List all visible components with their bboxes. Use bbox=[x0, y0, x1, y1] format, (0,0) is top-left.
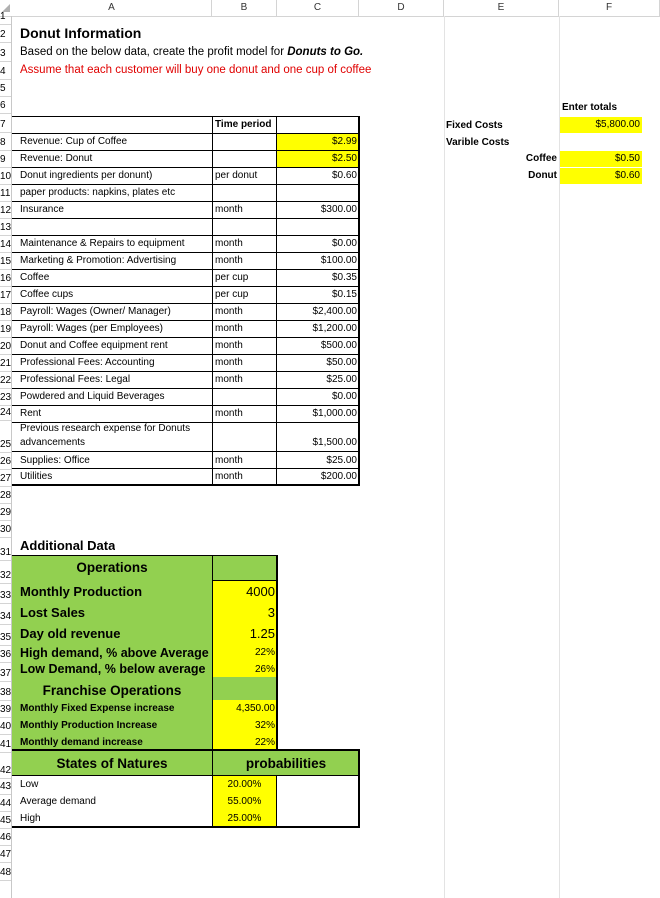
column-header-d[interactable]: D bbox=[359, 0, 444, 16]
row-divider bbox=[0, 880, 11, 881]
row-number[interactable]: 26 bbox=[0, 456, 12, 467]
row-number[interactable]: 35 bbox=[0, 632, 12, 643]
row-divider bbox=[0, 828, 11, 829]
item-period: month bbox=[215, 340, 243, 351]
row-divider bbox=[0, 469, 11, 470]
item-period bbox=[215, 151, 275, 167]
item-value[interactable]: $2.99 bbox=[277, 134, 359, 150]
row-number[interactable]: 34 bbox=[0, 611, 12, 622]
panel-border bbox=[276, 775, 277, 827]
row-divider bbox=[0, 537, 11, 538]
row-number[interactable]: 20 bbox=[0, 341, 12, 352]
column-header-f[interactable]: F bbox=[559, 0, 660, 16]
panel-border bbox=[212, 580, 277, 581]
franchise-value[interactable]: 22% bbox=[254, 737, 275, 748]
table-border bbox=[12, 484, 359, 486]
franchise-label: Monthly Production Increase bbox=[20, 720, 158, 731]
franchise-header: Franchise Operations bbox=[42, 683, 182, 698]
row-number[interactable]: 11 bbox=[0, 188, 11, 199]
item-label: Utilities bbox=[20, 471, 53, 482]
donut-var-cost[interactable]: $0.60 bbox=[560, 168, 642, 184]
row-divider bbox=[0, 560, 11, 561]
item-value[interactable]: $500.00 bbox=[320, 340, 357, 351]
row-divider bbox=[0, 201, 11, 202]
item-period bbox=[215, 219, 275, 235]
item-period bbox=[215, 185, 275, 201]
variable-costs-label: Varible Costs bbox=[446, 137, 510, 148]
operations-value[interactable]: 1.25 bbox=[249, 626, 275, 641]
franchise-label: Monthly Fixed Expense increase bbox=[20, 703, 175, 714]
row-number[interactable]: 4 bbox=[0, 66, 6, 77]
instruction-text: Based on the below data, create the profit model for bbox=[20, 46, 288, 58]
row-number[interactable]: 38 bbox=[0, 687, 12, 698]
row-number[interactable]: 45 bbox=[0, 815, 12, 826]
row-divider bbox=[0, 583, 11, 584]
instruction-line bbox=[20, 45, 363, 59]
item-period: month bbox=[215, 238, 243, 249]
row-number[interactable]: 9 bbox=[0, 154, 6, 165]
item-label: Payroll: Wages (Owner/ Manager) bbox=[20, 306, 171, 317]
row-divider bbox=[0, 113, 11, 114]
row-divider bbox=[0, 79, 11, 80]
column-header-e[interactable]: E bbox=[444, 0, 559, 16]
row-divider bbox=[0, 794, 11, 795]
item-period: month bbox=[215, 323, 243, 334]
row-number[interactable]: 7 bbox=[0, 119, 6, 130]
row-number[interactable]: 39 bbox=[0, 704, 12, 715]
operations-value[interactable]: 3 bbox=[267, 605, 275, 620]
coffee-var-label: Coffee bbox=[525, 153, 557, 164]
panel-border bbox=[12, 775, 360, 776]
row-divider bbox=[0, 503, 11, 504]
item-label: Supplies: Office bbox=[20, 455, 90, 466]
row-divider bbox=[0, 645, 11, 646]
states-header: States of Natures bbox=[56, 756, 168, 771]
item-period: per cup bbox=[215, 289, 249, 300]
operations-header: Operations bbox=[76, 560, 148, 575]
item-period: per cup bbox=[215, 272, 249, 283]
instruction-emphasis: Donuts to Go. bbox=[287, 46, 364, 58]
row-divider bbox=[0, 150, 11, 151]
column-header-c[interactable]: C bbox=[277, 0, 359, 16]
state-probability[interactable]: 55.00% bbox=[227, 796, 262, 807]
operations-label: High demand, % above Average bbox=[20, 646, 209, 660]
item-label: Revenue: Donut bbox=[20, 153, 93, 164]
row-divider bbox=[0, 252, 11, 253]
fixed-costs-label: Fixed Costs bbox=[446, 120, 503, 131]
item-value[interactable]: $0.60 bbox=[331, 170, 357, 181]
panel-border bbox=[12, 555, 278, 556]
row-number[interactable]: 37 bbox=[0, 668, 12, 679]
row-number[interactable]: 1 bbox=[0, 11, 6, 22]
row-number[interactable]: 27 bbox=[0, 473, 12, 484]
item-value[interactable]: $50.00 bbox=[326, 357, 357, 368]
panel-border bbox=[358, 750, 360, 828]
row-divider bbox=[0, 320, 11, 321]
item-period: month bbox=[215, 455, 243, 466]
table-row-divider bbox=[12, 451, 359, 452]
table-border bbox=[12, 116, 359, 117]
row-number[interactable]: 31 bbox=[0, 547, 12, 558]
row-divider bbox=[0, 286, 11, 287]
fixed-costs-total[interactable]: $5,800.00 bbox=[560, 117, 642, 133]
item-value[interactable]: $0.00 bbox=[331, 238, 357, 249]
state-label: High bbox=[20, 813, 41, 824]
item-value[interactable]: $200.00 bbox=[320, 471, 357, 482]
item-value[interactable]: $0.15 bbox=[331, 289, 357, 300]
state-probability[interactable]: 25.00% bbox=[227, 813, 262, 824]
row-number[interactable]: 8 bbox=[0, 137, 6, 148]
item-label: Insurance bbox=[20, 204, 64, 215]
row-divider bbox=[0, 452, 11, 453]
row-number[interactable]: 12 bbox=[0, 205, 12, 216]
panel-border bbox=[212, 555, 213, 750]
row-divider bbox=[0, 700, 11, 701]
operations-label: Day old revenue bbox=[20, 626, 121, 641]
row-number[interactable]: 42 bbox=[0, 765, 12, 776]
item-value[interactable]: $25.00 bbox=[326, 374, 357, 385]
column-header-b[interactable]: B bbox=[212, 0, 277, 16]
row-number[interactable]: 46 bbox=[0, 832, 12, 843]
row-number[interactable]: 2 bbox=[0, 29, 6, 40]
panel-border bbox=[276, 555, 278, 750]
row-number[interactable]: 33 bbox=[0, 590, 12, 601]
item-value[interactable]: $300.00 bbox=[320, 204, 357, 215]
item-period: month bbox=[215, 255, 243, 266]
row-number[interactable]: 15 bbox=[0, 256, 12, 267]
operations-value[interactable]: 4000 bbox=[246, 584, 275, 599]
item-period: month bbox=[215, 471, 243, 482]
item-label: Donut ingredients per donunt) bbox=[20, 170, 153, 181]
row-divider bbox=[0, 167, 11, 168]
row-divider bbox=[0, 354, 11, 355]
item-label: Coffee cups bbox=[20, 289, 74, 300]
item-label-line2: advancements bbox=[20, 437, 86, 448]
item-label: Revenue: Cup of Coffee bbox=[20, 136, 128, 147]
row-divider bbox=[0, 603, 11, 604]
item-label: Professional Fees: Accounting bbox=[20, 357, 155, 368]
row-divider bbox=[0, 520, 11, 521]
item-period: month bbox=[215, 306, 243, 317]
row-number[interactable]: 6 bbox=[0, 100, 6, 111]
state-label: Low bbox=[20, 779, 39, 790]
row-number[interactable]: 28 bbox=[0, 490, 12, 501]
assumption-line: Assume that each customer will buy one donut and one cup of coffee bbox=[20, 64, 372, 76]
time-period-header: Time period bbox=[215, 119, 272, 130]
item-label: Marketing & Promotion: Advertising bbox=[20, 255, 177, 266]
item-value[interactable]: $1,200.00 bbox=[312, 323, 357, 334]
row-number[interactable]: 41 bbox=[0, 739, 12, 750]
row-number[interactable]: 48 bbox=[0, 867, 12, 878]
row-number[interactable]: 19 bbox=[0, 324, 12, 335]
operations-label: Monthly Production bbox=[20, 584, 143, 599]
row-number[interactable]: 18 bbox=[0, 307, 12, 318]
row-number[interactable]: 30 bbox=[0, 524, 12, 535]
page-title: Donut Information bbox=[20, 25, 142, 41]
panel-border bbox=[12, 826, 360, 828]
row-number[interactable]: 40 bbox=[0, 721, 12, 732]
item-value[interactable] bbox=[277, 185, 359, 201]
item-label: Donut and Coffee equipment rent bbox=[20, 340, 168, 351]
row-number[interactable]: 21 bbox=[0, 358, 12, 369]
panel-border bbox=[212, 750, 213, 827]
item-label: Professional Fees: Legal bbox=[20, 374, 131, 385]
row-divider bbox=[0, 132, 11, 133]
row-divider bbox=[0, 862, 11, 863]
item-period: month bbox=[215, 408, 243, 419]
row-number[interactable]: 23 bbox=[0, 392, 12, 403]
row-number[interactable]: 43 bbox=[0, 781, 12, 792]
row-number[interactable]: 5 bbox=[0, 83, 6, 94]
enter-totals-label: Enter totals bbox=[562, 102, 618, 113]
row-divider bbox=[0, 717, 11, 718]
column-header-a[interactable]: A bbox=[12, 0, 212, 16]
item-value[interactable]: $100.00 bbox=[320, 255, 357, 266]
row-divider bbox=[0, 734, 11, 735]
row-divider bbox=[0, 752, 11, 753]
item-value[interactable]: $1,000.00 bbox=[312, 408, 357, 419]
row-divider bbox=[0, 269, 11, 270]
row-divider bbox=[0, 42, 11, 43]
row-number[interactable]: 22 bbox=[0, 375, 12, 386]
row-number[interactable]: 44 bbox=[0, 798, 12, 809]
item-value[interactable]: $2,400.00 bbox=[312, 306, 357, 317]
row-number[interactable]: 13 bbox=[0, 222, 12, 233]
row-divider bbox=[0, 681, 11, 682]
item-period: month bbox=[215, 374, 243, 385]
item-value[interactable]: $0.35 bbox=[331, 272, 357, 283]
coffee-var-cost[interactable]: $0.50 bbox=[560, 151, 642, 167]
item-label: Coffee bbox=[20, 272, 50, 283]
item-period: month bbox=[215, 204, 243, 215]
item-label: paper products: napkins, plates etc bbox=[20, 187, 176, 198]
row-divider bbox=[0, 388, 11, 389]
gridline bbox=[444, 16, 445, 898]
row-divider bbox=[0, 845, 11, 846]
state-probability[interactable]: 20.00% bbox=[227, 779, 262, 790]
item-label: Payroll: Wages (per Employees) bbox=[20, 323, 164, 334]
row-divider bbox=[0, 24, 11, 25]
row-divider bbox=[0, 235, 11, 236]
row-divider bbox=[0, 218, 11, 219]
table-border bbox=[358, 116, 360, 486]
state-label: Average demand bbox=[20, 796, 96, 807]
item-value[interactable]: $0.00 bbox=[331, 391, 357, 402]
item-period bbox=[215, 389, 275, 405]
row-divider bbox=[0, 61, 11, 62]
item-label: Powdered and Liquid Beverages bbox=[20, 391, 165, 402]
row-divider bbox=[0, 184, 11, 185]
row-number[interactable]: 14 bbox=[0, 239, 12, 250]
franchise-value[interactable]: 4,350.00 bbox=[236, 703, 275, 714]
row-divider bbox=[0, 371, 11, 372]
table-border bbox=[12, 133, 359, 134]
row-divider bbox=[0, 96, 11, 97]
item-value[interactable] bbox=[277, 219, 359, 235]
operations-label: Low Demand, % below average bbox=[20, 662, 206, 676]
row-number[interactable]: 29 bbox=[0, 507, 12, 518]
item-label: Rent bbox=[20, 408, 42, 419]
item-label bbox=[20, 219, 210, 235]
row-number[interactable]: 3 bbox=[0, 48, 6, 59]
item-label: Maintenance & Repairs to equipment bbox=[20, 238, 185, 249]
table-border bbox=[276, 116, 277, 486]
franchise-label: Monthly demand increase bbox=[20, 737, 143, 748]
row-number[interactable]: 16 bbox=[0, 273, 12, 284]
operations-value[interactable]: 26% bbox=[254, 664, 275, 675]
row-number[interactable]: 10 bbox=[0, 171, 12, 182]
row-number[interactable]: 47 bbox=[0, 849, 12, 860]
additional-data-title: Additional Data bbox=[20, 538, 116, 553]
item-value[interactable]: $2.50 bbox=[277, 151, 359, 167]
operations-value[interactable]: 22% bbox=[254, 647, 275, 658]
donut-var-label: Donut bbox=[528, 170, 557, 181]
row-number[interactable]: 17 bbox=[0, 290, 12, 301]
row-divider bbox=[0, 811, 11, 812]
row-divider bbox=[0, 303, 11, 304]
row-number[interactable]: 32 bbox=[0, 570, 12, 581]
row-number[interactable]: 24 bbox=[0, 407, 12, 418]
row-divider bbox=[0, 486, 11, 487]
row-divider bbox=[0, 624, 11, 625]
table-border bbox=[212, 116, 213, 486]
operations-label: Lost Sales bbox=[20, 605, 86, 620]
row-number[interactable]: 25 bbox=[0, 439, 12, 450]
row-divider bbox=[0, 778, 11, 779]
item-period: month bbox=[215, 357, 243, 368]
row-divider bbox=[0, 420, 11, 421]
row-number[interactable]: 36 bbox=[0, 649, 12, 660]
item-value[interactable]: $25.00 bbox=[326, 455, 357, 466]
item-label-line1: Previous research expense for Donuts bbox=[20, 423, 191, 434]
gridline bbox=[559, 16, 560, 898]
probabilities-header: probabilities bbox=[245, 756, 327, 771]
row-divider bbox=[0, 337, 11, 338]
item-value[interactable]: $1,500.00 bbox=[312, 437, 357, 448]
row-divider bbox=[0, 405, 11, 406]
panel-border bbox=[12, 749, 360, 751]
row-divider bbox=[0, 662, 11, 663]
franchise-value[interactable]: 32% bbox=[254, 720, 275, 731]
item-period: per donut bbox=[215, 170, 258, 181]
item-period bbox=[215, 134, 275, 150]
